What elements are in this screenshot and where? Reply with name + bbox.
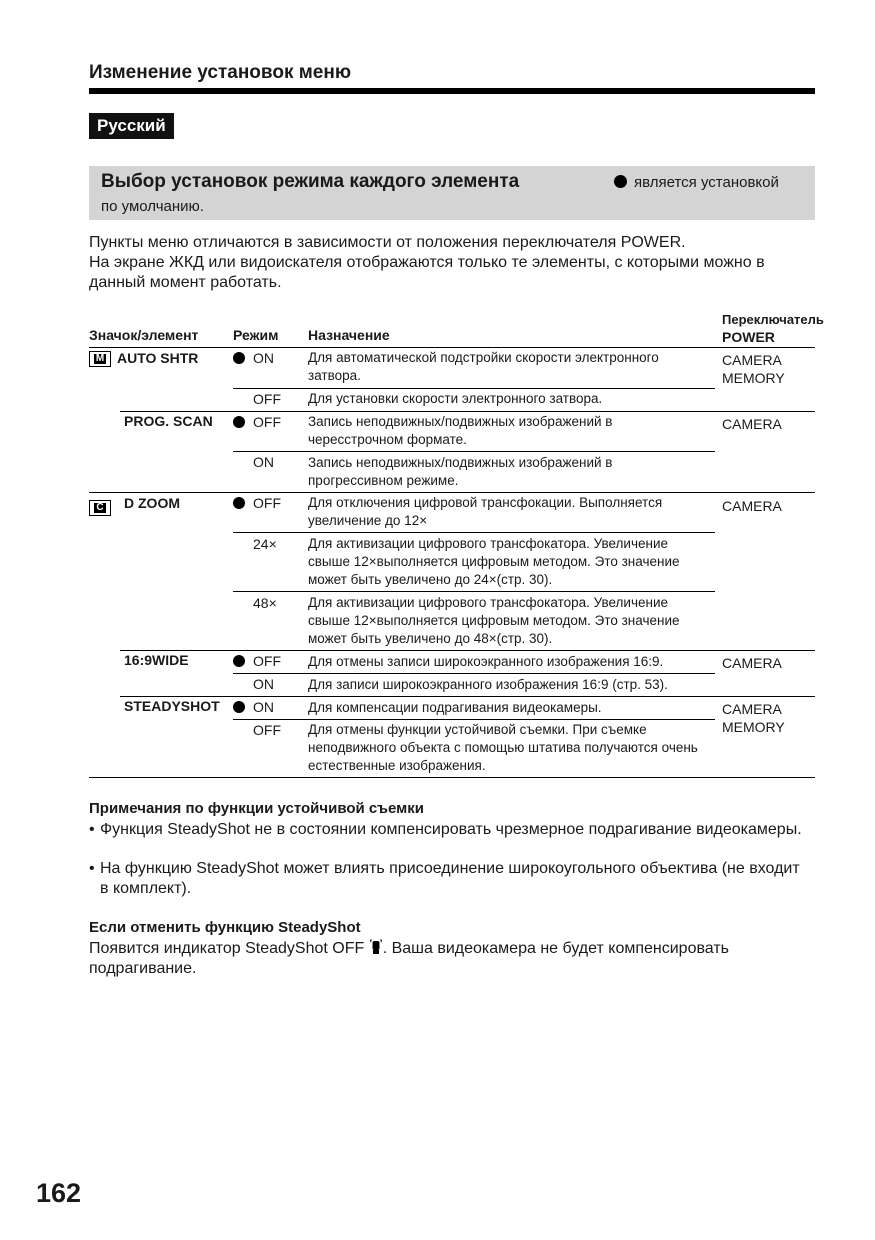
- row-divider: [233, 673, 715, 674]
- intro-line-1: Пункты меню отличаются в зависимости от положения переключателя POWER.: [89, 234, 686, 251]
- default-dot-icon: [614, 175, 627, 188]
- section-title: Изменение установок меню: [89, 62, 352, 83]
- power-position: CAMERA: [722, 655, 782, 671]
- box-heading: Выбор установок режима каждого элемента: [101, 171, 520, 192]
- mode-value: OFF: [233, 414, 281, 430]
- mode-value: ON: [233, 350, 274, 366]
- header-power-1: Переключатель: [722, 312, 824, 327]
- mode-purpose: Для компенсации подрагивания видеокамеры.: [308, 700, 602, 715]
- mode-value: ON: [233, 699, 274, 715]
- intro-line-2: На экране ЖКД или видоискателя отображаются только те элементы, с которыми можно в данный момент работать.: [89, 254, 765, 291]
- mode-value: 48×: [253, 595, 277, 611]
- cancel-title: Если отменить функцию SteadyShot: [89, 919, 361, 936]
- header-mode: Режим: [233, 327, 279, 343]
- mode-purpose: Запись неподвижных/подвижных изображений в чересстрочном формате.: [308, 414, 613, 447]
- element-auto-shtr: AUTO SHTR: [117, 350, 199, 366]
- default-dot-icon: [233, 497, 245, 509]
- mode-purpose: Для автоматической подстройки скорости электронного затвора.: [308, 350, 659, 383]
- element-steadyshot: STEADYSHOT: [124, 698, 220, 714]
- power-position: CAMERA MEMORY: [722, 352, 785, 386]
- element-d-zoom: D ZOOM: [124, 495, 180, 511]
- row-divider: [233, 719, 715, 720]
- row-divider: [233, 388, 715, 389]
- element-prog-scan: PROG. SCAN: [124, 413, 213, 429]
- title-rule: [89, 88, 815, 94]
- default-dot-icon: [233, 701, 245, 713]
- header-purpose: Назначение: [308, 327, 390, 343]
- mode-value: OFF: [233, 495, 281, 511]
- power-position: CAMERA: [722, 498, 782, 514]
- mode-purpose: Для установки скорости электронного затвора.: [308, 391, 603, 406]
- cancel-text: Появится индикатор SteadyShot OFF . Ваша видеокамера не будет компенсировать подрагивание.: [89, 940, 729, 977]
- mode-value: ON: [253, 676, 274, 692]
- language-badge: Русский: [89, 113, 174, 139]
- mode-purpose: Для отключения цифровой трансфокации. Выполняется увеличение до 12×: [308, 495, 663, 528]
- power-position: CAMERA MEMORY: [722, 701, 785, 735]
- power-position: CAMERA: [722, 416, 782, 432]
- page-number: 162: [36, 1178, 82, 1208]
- header-element: Значок/элемент: [89, 327, 199, 343]
- mode-value: ON: [253, 454, 274, 470]
- row-divider: [233, 451, 715, 452]
- default-legend: [614, 174, 779, 191]
- mode-purpose: Запись неподвижных/подвижных изображений в прогрессивном режиме.: [308, 455, 613, 488]
- default-legend-text: является установкой: [634, 174, 779, 191]
- note-item: • На функцию SteadyShot может влиять присоединение широкоугольного объектива (не входит в комплект).: [89, 860, 800, 897]
- row-divider: [120, 696, 815, 697]
- note-item: • Функция SteadyShot не в состоянии компенсировать чрезмерное подрагивание видеокамеры.: [89, 821, 802, 838]
- mode-purpose: Для активизации цифрового трансфокатора. Увеличение свыше 12×выполняется цифровым методом. Это значение может быть увеличено до 24×(стр. 30).: [308, 536, 680, 587]
- default-dot-icon: [233, 655, 245, 667]
- mode-value: OFF: [253, 722, 281, 738]
- manual-mode-icon: M: [89, 351, 111, 367]
- header-rule: [89, 347, 815, 348]
- row-divider: [120, 411, 815, 412]
- row-divider: [120, 650, 815, 651]
- mode-value: OFF: [233, 653, 281, 669]
- mode-value: OFF: [253, 391, 281, 407]
- mode-value: 24×: [253, 536, 277, 552]
- mode-purpose: Для отмены записи широкоэкранного изображения 16:9.: [308, 654, 664, 669]
- default-legend-cont: по умолчанию.: [101, 198, 204, 215]
- element-16-9-wide: 16:9WIDE: [124, 652, 189, 668]
- mode-purpose: Для активизации цифрового трансфокатора. Увеличение свыше 12×выполняется цифровым методом. Это значение может быть увеличено до 48×(стр. 30).: [308, 595, 680, 646]
- header-power-2: POWER: [722, 329, 775, 345]
- row-divider: [233, 532, 715, 533]
- row-divider: [89, 492, 815, 493]
- default-dot-icon: [233, 352, 245, 364]
- table-bottom-rule: [89, 777, 815, 778]
- row-divider: [233, 591, 715, 592]
- camera-mode-icon: C: [89, 500, 111, 516]
- default-dot-icon: [233, 416, 245, 428]
- steadyshot-off-icon: [369, 938, 383, 955]
- mode-purpose: Для записи широкоэкранного изображения 16:9 (стр. 53).: [308, 677, 668, 692]
- notes-title: Примечания по функции устойчивой съемки: [89, 800, 424, 817]
- mode-purpose: Для отмены функции устойчивой съемки. При съемке неподвижного объекта с помощью штатива получаются очень естественные изображения.: [308, 722, 698, 773]
- intro-text: [89, 233, 819, 293]
